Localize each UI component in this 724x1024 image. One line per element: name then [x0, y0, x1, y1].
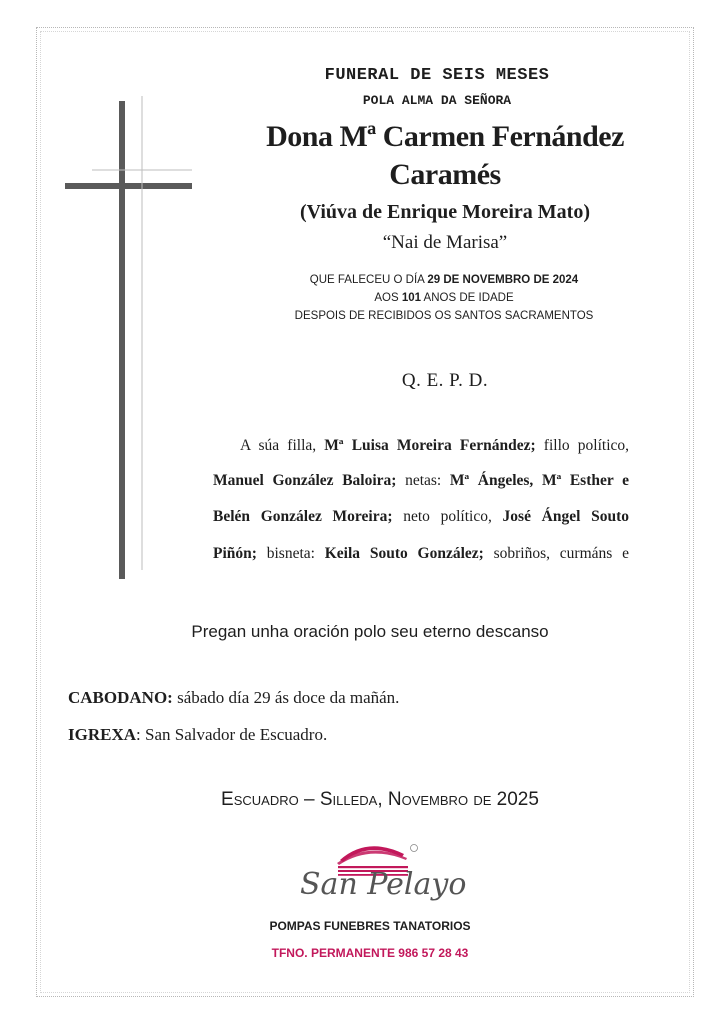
notice-heading: FUNERAL DE SEIS MESES: [324, 66, 550, 85]
logo-text: San Pelayo: [300, 867, 467, 902]
deceased-name: Dona Mª Carmen Fernández: [266, 120, 624, 153]
san-pelayo-logo: [292, 832, 467, 918]
cabodano-line: CABODANO: sábado día 29 ás doce da mañán.: [68, 688, 400, 707]
qepd: Q. E. P. D.: [401, 370, 489, 391]
church-line: IGREXA: San Salvador de Escuadro.: [68, 725, 328, 744]
notice-subheading: POLA ALMA DA SEÑORA: [362, 93, 512, 108]
church-label: IGREXA: [68, 725, 137, 744]
phone-line: TFNO. PERMANENTE 986 57 28 43: [271, 946, 469, 960]
death-date-line: QUE FALECEU O DÍA 29 DE NOVEMBRO DE 2024: [309, 274, 579, 286]
age-line: AOS 101 ANOS DE IDADE: [374, 292, 514, 304]
services-line: POMPAS FUNEBRES TANATORIOS: [269, 919, 471, 933]
place-date: Escuadro – Silleda, Novembro de 2025: [221, 789, 539, 810]
nickname: “Nai de Marisa”: [382, 232, 508, 253]
family-line-1: A súa filla, Mª Luisa Moreira Fernández; fillo político,: [240, 437, 630, 454]
family-line-2: Manuel González Baloira; netas: Mª Ángeles, Mª Esther e: [213, 472, 629, 489]
widow-of: (Viúva de Enrique Moreira Mato): [300, 201, 590, 223]
deceased-surname: Caramés: [389, 158, 501, 191]
sacraments-line: DESPOIS DE RECIBIDOS OS SANTOS SACRAMENTOS: [294, 310, 594, 322]
cabodano-label: CABODANO:: [68, 688, 173, 707]
prayer-request: Pregan unha oración polo seu eterno descanso: [191, 622, 549, 641]
family-line-4: Piñón; bisneta: Keila Souto González; sobriños, curmáns e: [213, 545, 629, 562]
family-line-3: Belén González Moreira; neto político, José Ángel Souto: [213, 508, 629, 525]
